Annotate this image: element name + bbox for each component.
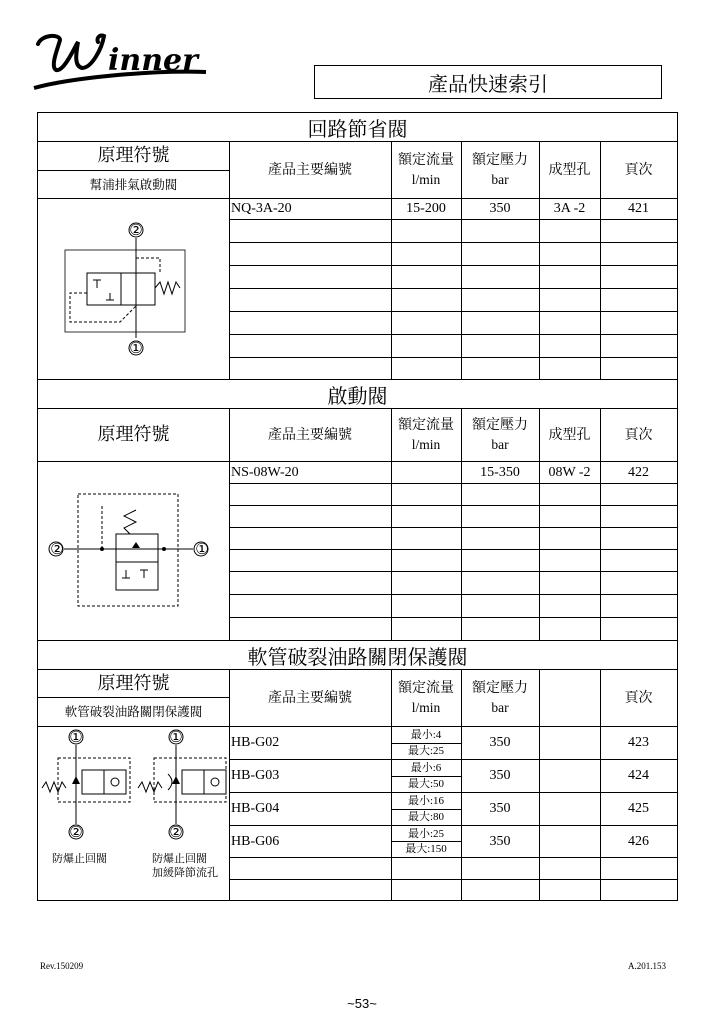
table-row-model: NS-08W-20 (231, 464, 299, 480)
fig1-port-2-label: ② (69, 823, 83, 841)
pressure-header: 額定壓力 bar (472, 417, 528, 452)
port-1-label: ① (129, 339, 143, 357)
fig2-caption-line2: 加緩降節流孔 (152, 866, 218, 879)
table-row-model: HB-G06 (231, 833, 280, 849)
table-row-flow-max: 最大:25 (407, 745, 445, 757)
table-row-cavity: 08W -2 (548, 464, 591, 480)
svg-text:inner: inner (108, 43, 198, 78)
table-row-cavity: 3A -2 (553, 201, 586, 216)
model-header: 產品主要編號 (268, 427, 352, 443)
model-header: 產品主要編號 (268, 162, 352, 178)
symbol-header: 原理符號 (97, 145, 170, 166)
symbol-header: 原理符號 (97, 424, 170, 445)
table-row-page: 422 (628, 464, 649, 480)
fig1-port-1-label: ① (69, 728, 83, 746)
flow-header: 額定流量 l/min (398, 680, 454, 715)
page-header: 頁次 (624, 690, 653, 706)
port-1-label: ① (195, 540, 209, 558)
winner-logo (30, 26, 210, 96)
table-row-pressure: 350 (489, 201, 511, 216)
table-row-model: NQ-3A-20 (231, 201, 292, 216)
table-row-page: 423 (628, 735, 649, 750)
port-2-label: ② (129, 221, 143, 239)
section-subtitle: 軟管破裂油路關閉保護閥 (64, 704, 203, 719)
table-row-flow-min: 最小:4 (410, 729, 442, 741)
fig2-port-1-label: ① (169, 728, 183, 746)
pump-unloading-valve-symbol (60, 218, 190, 358)
cavity-header: 成型孔 (548, 162, 591, 178)
section-title-hose-burst-valve: 軟管破裂油路關閉保護閥 (247, 644, 468, 669)
table-row-flow-min: 最小:16 (407, 795, 445, 807)
revision-code: Rev.150209 (40, 961, 84, 971)
symbol-header: 原理符號 (97, 672, 170, 694)
flow-header: 額定流量 l/min (398, 152, 454, 187)
table-row-page: 426 (628, 833, 649, 849)
table-row-flow-max: 最大:50 (407, 778, 445, 790)
table-row-flow-min: 最小:6 (410, 762, 442, 774)
port-2-label: ② (50, 540, 64, 558)
cavity-header: 成型孔 (548, 427, 591, 443)
table-row-model: HB-G04 (231, 801, 280, 816)
table-row-flow-min: 最小:25 (407, 827, 445, 840)
table-row-model: HB-G03 (231, 768, 280, 783)
table-row-flow: 15-200 (406, 201, 446, 216)
start-valve-symbol (46, 486, 216, 612)
page-header: 頁次 (624, 162, 653, 178)
pressure-header: 額定壓力 bar (472, 680, 528, 715)
table-row-pressure: 15-350 (480, 464, 520, 480)
fig2-port-2-label: ② (169, 823, 183, 841)
table-row-flow-max: 最大:150 (405, 843, 447, 855)
table-row-flow-max: 最大:80 (407, 811, 445, 823)
pressure-header: 額定壓力 bar (472, 152, 528, 187)
section-title-start-valve: 啟動閥 (327, 383, 388, 408)
table-row-pressure: 350 (489, 735, 511, 750)
document-code: A.201.153 (628, 961, 666, 971)
table-row-page: 424 (628, 768, 649, 783)
fig1-caption: 防爆止回閥 (52, 852, 107, 865)
table-row-pressure: 350 (489, 768, 511, 783)
quick-index-title: 產品快速索引 (314, 65, 662, 99)
fig2-caption-line1: 防爆止回閥 (152, 852, 207, 865)
section-title-circuit-saving-valve: 回路節省閥 (307, 116, 408, 141)
table-row-page: 421 (628, 201, 649, 216)
table-row-page: 425 (628, 801, 649, 816)
page-header: 頁次 (624, 427, 653, 443)
table-row-pressure: 350 (489, 833, 511, 849)
page-number: ~53~ (347, 996, 377, 1011)
table-row-model: HB-G02 (231, 735, 280, 750)
model-header: 產品主要編號 (268, 690, 352, 706)
section-subtitle: 幫浦排氣啟動閥 (89, 176, 178, 192)
flow-header: 額定流量 l/min (398, 417, 454, 452)
table-row-pressure: 350 (489, 801, 511, 816)
